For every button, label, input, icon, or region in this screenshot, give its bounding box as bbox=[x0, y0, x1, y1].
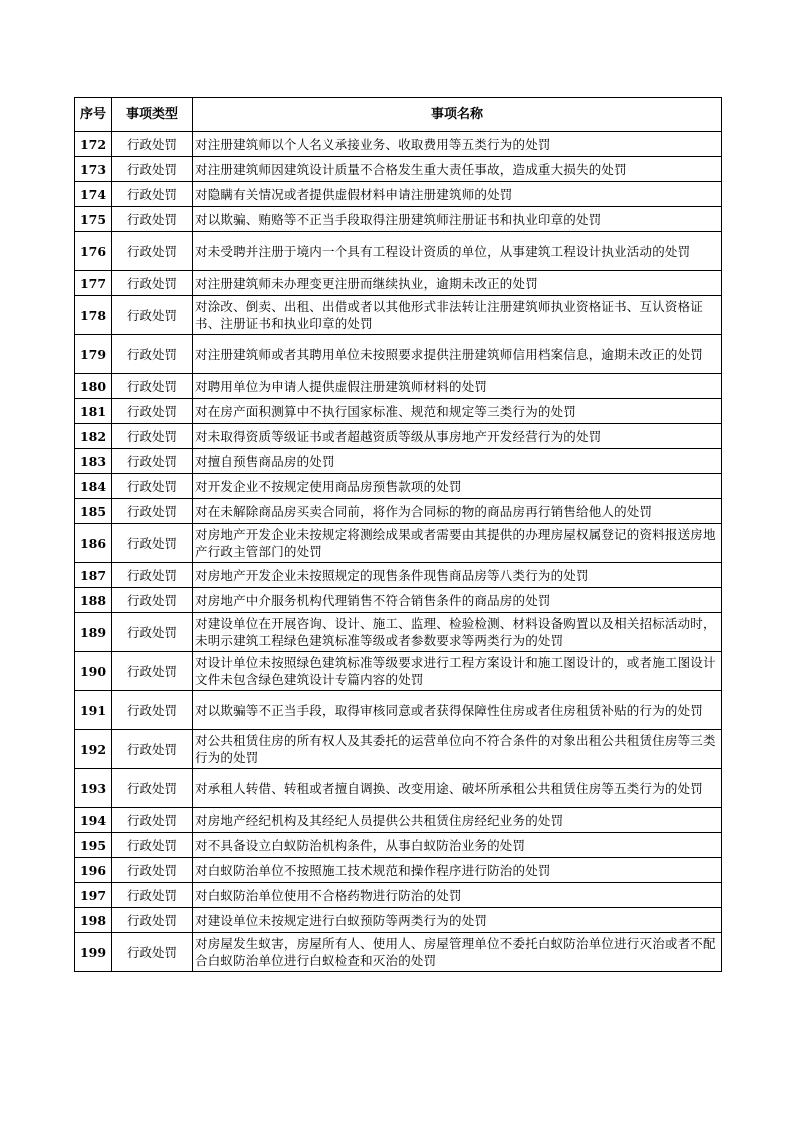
row-number: 199 bbox=[75, 933, 112, 972]
row-name: 对房地产中介服务机构代理销售不符合销售条件的商品房的处罚 bbox=[193, 588, 722, 613]
row-number: 178 bbox=[75, 296, 112, 335]
row-name: 对不具备设立白蚁防治机构条件，从事白蚁防治业务的处罚 bbox=[193, 833, 722, 858]
table-row bbox=[75, 424, 722, 449]
table-row bbox=[75, 613, 722, 652]
header-name: 事项名称 bbox=[193, 98, 722, 132]
row-number: 186 bbox=[75, 524, 112, 563]
row-number: 191 bbox=[75, 691, 112, 730]
row-number: 177 bbox=[75, 271, 112, 296]
table-header-row bbox=[75, 98, 722, 132]
table-row bbox=[75, 524, 722, 563]
table-row bbox=[75, 730, 722, 769]
row-type: 行政处罚 bbox=[112, 271, 193, 296]
row-number: 197 bbox=[75, 883, 112, 908]
row-number: 174 bbox=[75, 182, 112, 207]
row-number: 189 bbox=[75, 613, 112, 652]
row-number: 196 bbox=[75, 858, 112, 883]
row-name: 对公共租赁住房的所有权人及其委托的运营单位向不符合条件的对象出租公共租赁住房等三类行为的处罚 bbox=[193, 730, 722, 769]
row-name: 对建设单位未按规定进行白蚁预防等两类行为的处罚 bbox=[193, 908, 722, 933]
row-type: 行政处罚 bbox=[112, 933, 193, 972]
row-number: 194 bbox=[75, 808, 112, 833]
header-type: 事项类型 bbox=[112, 98, 193, 132]
row-name: 对白蚁防治单位使用不合格药物进行防治的处罚 bbox=[193, 883, 722, 908]
table-row bbox=[75, 399, 722, 424]
row-number: 180 bbox=[75, 374, 112, 399]
table-row bbox=[75, 132, 722, 157]
table-row bbox=[75, 474, 722, 499]
table-row bbox=[75, 691, 722, 730]
row-name: 对在房产面积测算中不执行国家标准、规范和规定等三类行为的处罚 bbox=[193, 399, 722, 424]
header-no: 序号 bbox=[75, 98, 112, 132]
row-name: 对承租人转借、转租或者擅自调换、改变用途、破坏所承租公共租赁住房等五类行为的处罚 bbox=[193, 769, 722, 808]
row-number: 173 bbox=[75, 157, 112, 182]
row-number: 179 bbox=[75, 335, 112, 374]
table-row bbox=[75, 833, 722, 858]
row-number: 183 bbox=[75, 449, 112, 474]
row-type: 行政处罚 bbox=[112, 588, 193, 613]
table-row bbox=[75, 883, 722, 908]
row-type: 行政处罚 bbox=[112, 182, 193, 207]
row-number: 185 bbox=[75, 499, 112, 524]
row-name: 对以欺骗、贿赂等不正当手段取得注册建筑师注册证书和执业印章的处罚 bbox=[193, 207, 722, 232]
row-name: 对注册建筑师因建筑设计质量不合格发生重大责任事故，造成重大损失的处罚 bbox=[193, 157, 722, 182]
row-name: 对涂改、倒卖、出租、出借或者以其他形式非法转让注册建筑师执业资格证书、互认资格证书、注册证书和执业印章的处罚 bbox=[193, 296, 722, 335]
row-type: 行政处罚 bbox=[112, 424, 193, 449]
row-name: 对开发企业不按规定使用商品房预售款项的处罚 bbox=[193, 474, 722, 499]
row-name: 对注册建筑师未办理变更注册而继续执业，逾期未改正的处罚 bbox=[193, 271, 722, 296]
table-row bbox=[75, 335, 722, 374]
row-number: 198 bbox=[75, 908, 112, 933]
row-type: 行政处罚 bbox=[112, 296, 193, 335]
row-name: 对设计单位未按照绿色建筑标准等级要求进行工程方案设计和施工图设计的，或者施工图设计文件未包含绿色建筑设计专篇内容的处罚 bbox=[193, 652, 722, 691]
row-number: 172 bbox=[75, 132, 112, 157]
row-name: 对隐瞒有关情况或者提供虚假材料申请注册建筑师的处罚 bbox=[193, 182, 722, 207]
row-type: 行政处罚 bbox=[112, 769, 193, 808]
table-row bbox=[75, 933, 722, 972]
row-type: 行政处罚 bbox=[112, 399, 193, 424]
row-type: 行政处罚 bbox=[112, 730, 193, 769]
row-type: 行政处罚 bbox=[112, 374, 193, 399]
table-row bbox=[75, 563, 722, 588]
row-name: 对未取得资质等级证书或者超越资质等级从事房地产开发经营行为的处罚 bbox=[193, 424, 722, 449]
table-row bbox=[75, 374, 722, 399]
row-number: 181 bbox=[75, 399, 112, 424]
row-number: 188 bbox=[75, 588, 112, 613]
row-number: 184 bbox=[75, 474, 112, 499]
table-row bbox=[75, 271, 722, 296]
row-type: 行政处罚 bbox=[112, 132, 193, 157]
row-name: 对在未解除商品房买卖合同前，将作为合同标的物的商品房再行销售给他人的处罚 bbox=[193, 499, 722, 524]
table-row bbox=[75, 207, 722, 232]
table-row bbox=[75, 908, 722, 933]
row-name: 对白蚁防治单位不按照施工技术规范和操作程序进行防治的处罚 bbox=[193, 858, 722, 883]
row-type: 行政处罚 bbox=[112, 524, 193, 563]
row-type: 行政处罚 bbox=[112, 157, 193, 182]
row-name: 对未受聘并注册于境内一个具有工程设计资质的单位，从事建筑工程设计执业活动的处罚 bbox=[193, 232, 722, 271]
row-type: 行政处罚 bbox=[112, 499, 193, 524]
row-name: 对擅自预售商品房的处罚 bbox=[193, 449, 722, 474]
row-name: 对以欺骗等不正当手段，取得审核同意或者获得保障性住房或者住房租赁补贴的行为的处罚 bbox=[193, 691, 722, 730]
table-row bbox=[75, 296, 722, 335]
row-number: 193 bbox=[75, 769, 112, 808]
table-row bbox=[75, 769, 722, 808]
row-type: 行政处罚 bbox=[112, 808, 193, 833]
table-row bbox=[75, 499, 722, 524]
row-name: 对注册建筑师或者其聘用单位未按照要求提供注册建筑师信用档案信息，逾期未改正的处罚 bbox=[193, 335, 722, 374]
table-row bbox=[75, 808, 722, 833]
row-type: 行政处罚 bbox=[112, 613, 193, 652]
table-row bbox=[75, 858, 722, 883]
row-type: 行政处罚 bbox=[112, 652, 193, 691]
row-type: 行政处罚 bbox=[112, 474, 193, 499]
row-name: 对注册建筑师以个人名义承接业务、收取费用等五类行为的处罚 bbox=[193, 132, 722, 157]
row-type: 行政处罚 bbox=[112, 883, 193, 908]
items-table bbox=[74, 97, 722, 972]
row-type: 行政处罚 bbox=[112, 449, 193, 474]
table-row bbox=[75, 157, 722, 182]
row-name: 对建设单位在开展咨询、设计、施工、监理、检验检测、材料设备购置以及相关招标活动时，未明示建筑工程绿色建筑标准等级或者参数要求等两类行为的处罚 bbox=[193, 613, 722, 652]
row-type: 行政处罚 bbox=[112, 207, 193, 232]
row-type: 行政处罚 bbox=[112, 908, 193, 933]
row-number: 190 bbox=[75, 652, 112, 691]
row-type: 行政处罚 bbox=[112, 563, 193, 588]
table-row bbox=[75, 232, 722, 271]
row-name: 对房屋发生蚁害，房屋所有人、使用人、房屋管理单位不委托白蚁防治单位进行灭治或者不配合白蚁防治单位进行白蚁检查和灭治的处罚 bbox=[193, 933, 722, 972]
row-number: 175 bbox=[75, 207, 112, 232]
row-type: 行政处罚 bbox=[112, 833, 193, 858]
row-type: 行政处罚 bbox=[112, 232, 193, 271]
row-number: 187 bbox=[75, 563, 112, 588]
row-number: 195 bbox=[75, 833, 112, 858]
table-row bbox=[75, 182, 722, 207]
row-name: 对聘用单位为申请人提供虚假注册建筑师材料的处罚 bbox=[193, 374, 722, 399]
row-number: 192 bbox=[75, 730, 112, 769]
table-row bbox=[75, 652, 722, 691]
row-name: 对房地产开发企业未按规定将测绘成果或者需要由其提供的办理房屋权属登记的资料报送房地产行政主管部门的处罚 bbox=[193, 524, 722, 563]
row-type: 行政处罚 bbox=[112, 335, 193, 374]
row-name: 对房地产经纪机构及其经纪人员提供公共租赁住房经纪业务的处罚 bbox=[193, 808, 722, 833]
row-name: 对房地产开发企业未按照规定的现售条件现售商品房等八类行为的处罚 bbox=[193, 563, 722, 588]
row-number: 176 bbox=[75, 232, 112, 271]
table-body bbox=[75, 132, 722, 972]
table-row bbox=[75, 588, 722, 613]
table-row bbox=[75, 449, 722, 474]
row-type: 行政处罚 bbox=[112, 691, 193, 730]
row-type: 行政处罚 bbox=[112, 858, 193, 883]
row-number: 182 bbox=[75, 424, 112, 449]
